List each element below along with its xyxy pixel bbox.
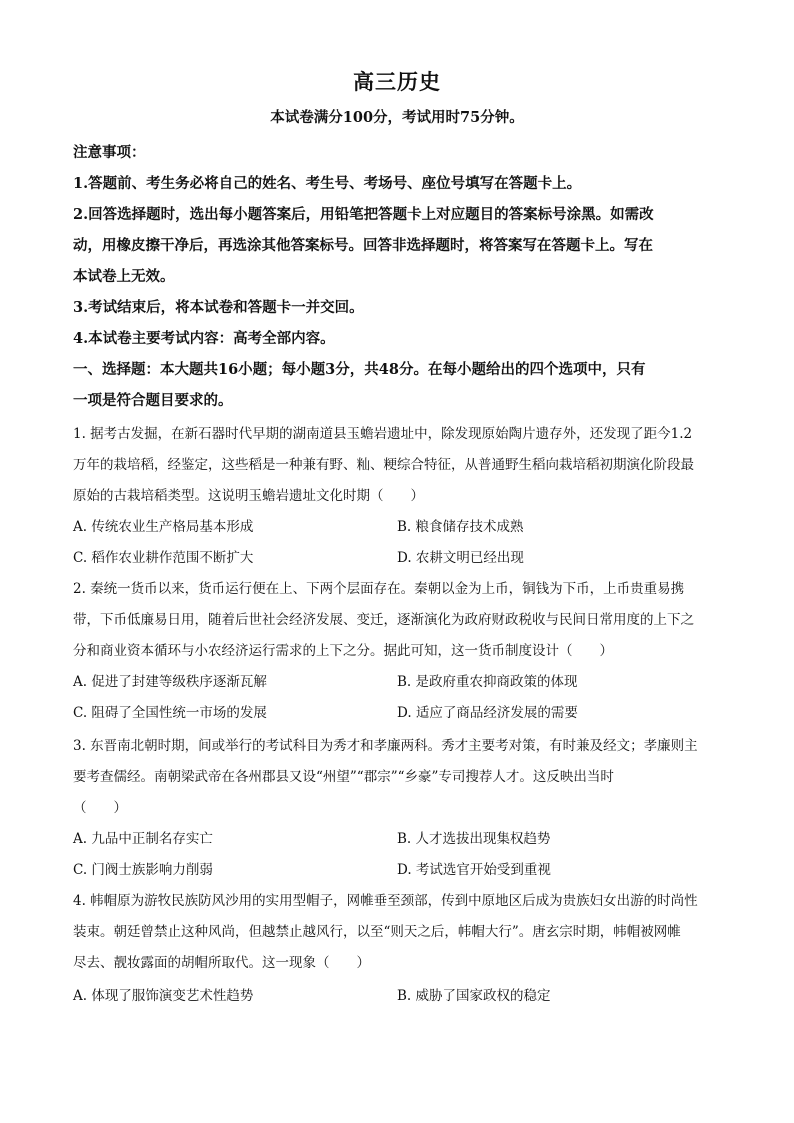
notes-line: 3.考试结束后，将本试卷和答题卡一并交回。 bbox=[73, 299, 364, 316]
page-title: 高三历史 bbox=[353, 69, 441, 94]
question-2-option-b: B. 是政府重农抑商政策的体现 bbox=[397, 674, 578, 690]
question-1-text: 原始的古栽培稻类型。这说明玉蟾岩遗址文化时期（ ） bbox=[73, 488, 424, 504]
question-4-option-b: B. 威胁了国家政权的稳定 bbox=[397, 988, 551, 1004]
section-heading: 一、选择题：本大题共16小题；每小题3分，共48分。在每小题给出的四个选项中，只有 bbox=[73, 361, 646, 378]
notes-line: 本试卷上无效。 bbox=[73, 268, 175, 285]
section-heading: 一项是符合题目要求的。 bbox=[73, 392, 233, 409]
question-1-option-c: C. 稻作农业耕作范围不断扩大 bbox=[73, 550, 254, 566]
notes-line: 1.答题前、考生务必将自己的姓名、考生号、考场号、座位号填写在答题卡上。 bbox=[73, 175, 582, 192]
notes-heading: 注意事项： bbox=[73, 144, 146, 161]
question-3-text: 要考查儒经。南朝梁武帝在各州郡县又设“州望”“郡宗”“乡豪”专司搜荐人才。这反映出当时 bbox=[73, 769, 614, 785]
question-3-text: 3. 东晋南北朝时期，间或举行的考试科目为秀才和孝廉两科。秀才主要考对策，有时兼及经文；孝廉则主 bbox=[73, 738, 698, 754]
question-2-text: 2. 秦统一货币以来，货币运行便在上、下两个层面存在。秦朝以金为上币，铜钱为下币，上币贵重易携 bbox=[73, 581, 685, 597]
question-1-text: 万年的栽培稻，经鉴定，这些稻是一种兼有野、籼、粳综合特征，从普通野生稻向栽培稻初期演化阶段最 bbox=[73, 457, 694, 473]
question-4-option-a: A. 体现了服饰演变艺术性趋势 bbox=[73, 988, 254, 1004]
question-2-option-a: A. 促进了封建等级秩序逐渐瓦解 bbox=[73, 674, 267, 690]
question-3-option-a: A. 九品中正制名存实亡 bbox=[73, 831, 213, 847]
question-1-option-d: D. 农耕文明已经出现 bbox=[397, 550, 524, 566]
question-2-option-c: C. 阻碍了全国性统一市场的发展 bbox=[73, 705, 267, 721]
question-4-text: 尽去、靓妆露面的胡帽所取代。这一现象（ ） bbox=[73, 955, 370, 971]
notes-line: 2.回答选择题时，选出每小题答案后，用铅笔把答题卡上对应题目的答案标号涂黑。如需改 bbox=[73, 206, 654, 223]
question-2-text: 分和商业资本循环与小农经济运行需求的上下之分。据此可知，这一货币制度设计（ ） bbox=[73, 643, 613, 659]
notes-line: 动，用橡皮擦干净后，再选涂其他答案标号。回答非选择题时，将答案写在答题卡上。写在 bbox=[73, 237, 653, 254]
question-1-option-a: A. 传统农业生产格局基本形成 bbox=[73, 519, 254, 535]
question-1-text: 1. 据考古发掘，在新石器时代早期的湖南道县玉蟾岩遗址中，除发现原始陶片遗存外，还发现了距今1.2 bbox=[73, 426, 693, 442]
question-4-text: 装束。朝廷曾禁止这种风尚，但越禁止越风行，以至“则天之后，帏帽大行”。唐玄宗时期，帏帽被网帷 bbox=[73, 924, 681, 940]
notes-line: 4.本试卷主要考试内容：高考全部内容。 bbox=[73, 330, 335, 347]
exam-info: 本试卷满分100分，考试用时75分钟。 bbox=[270, 109, 524, 126]
question-2-option-d: D. 适应了商品经济发展的需要 bbox=[397, 705, 578, 721]
question-3-option-d: D. 考试选官开始受到重视 bbox=[397, 862, 551, 878]
question-3-option-b: B. 人才选拔出现集权趋势 bbox=[397, 831, 551, 847]
question-3-text: （ ） bbox=[73, 800, 127, 816]
question-3-option-c: C. 门阀士族影响力削弱 bbox=[73, 862, 213, 878]
question-1-option-b: B. 粮食储存技术成熟 bbox=[397, 519, 524, 535]
question-2-text: 带，下币低廉易日用，随着后世社会经济发展、变迁，逐渐演化为政府财政税收与民间日常用度的上下之 bbox=[73, 612, 694, 628]
question-4-text: 4. 帏帽原为游牧民族防风沙用的实用型帽子，网帷垂至颈部，传到中原地区后成为贵族妇女出游的时尚性 bbox=[73, 893, 698, 909]
